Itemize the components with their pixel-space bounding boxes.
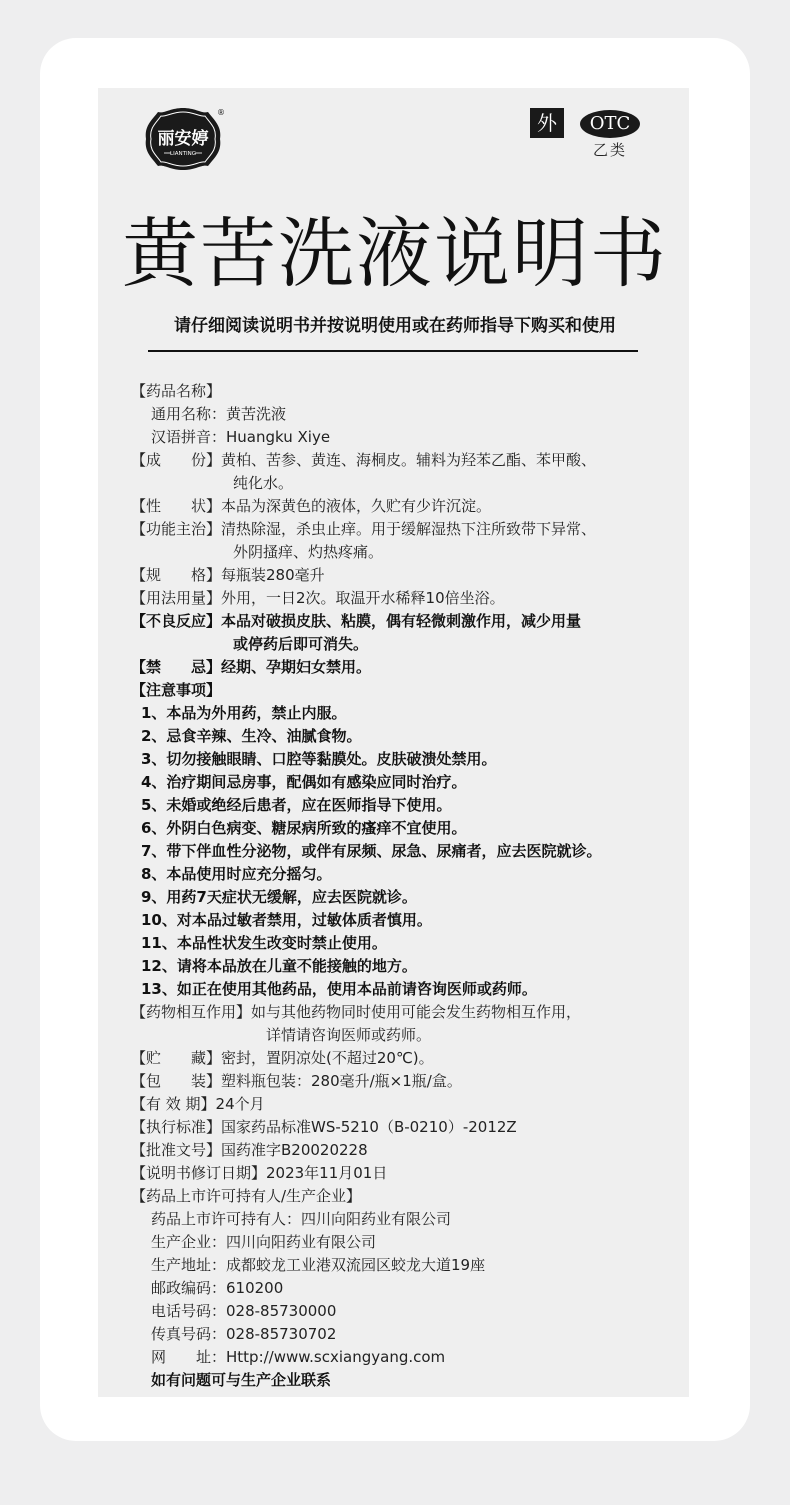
ingredients-line: 【成 份】黄柏、苦参、黄连、海桐皮。辅料为羟苯乙酯、苯甲酸、: [131, 451, 597, 469]
contraindications-line: 【禁 忌】经期、孕期妇女禁用。: [131, 658, 372, 676]
logo-reg-mark: ®: [217, 108, 225, 117]
approval-number-line: 【批准文号】国药准字B20020228: [131, 1141, 368, 1159]
fax-line: 传真号码：028-85730702: [151, 1325, 337, 1343]
otc-category-label: 乙类: [592, 141, 627, 159]
external-use-badge: 外: [530, 108, 564, 138]
drug-interactions-line: 【药物相互作用】如与其他药物同时使用可能会发生药物相互作用，: [131, 1003, 582, 1021]
precaution-item: 10、对本品过敏者禁用，过敏体质者慎用。: [141, 911, 432, 929]
precaution-item: 8、本品使用时应充分摇匀。: [141, 865, 332, 883]
drug-interactions-line-cont: 详情请咨询医师或药师。: [266, 1026, 432, 1044]
precaution-item: 11、本品性状发生改变时禁止使用。: [141, 934, 387, 952]
address-line: 生产地址：成都蛟龙工业港双流园区蛟龙大道19座: [151, 1256, 486, 1274]
indications-line-cont: 外阴搔痒、灼热疼痛。: [233, 543, 384, 561]
precaution-item: 9、用药7天症状无缓解，应去医院就诊。: [141, 888, 417, 906]
license-holder-line: 药品上市许可持有人：四川向阳药业有限公司: [151, 1210, 452, 1228]
contact-note: 如有问题可与生产企业联系: [151, 1371, 332, 1389]
ingredients-line-cont: 纯化水。: [233, 474, 294, 492]
brand-logo: [142, 106, 224, 172]
precaution-item: 13、如正在使用其他药品，使用本品前请咨询医师或药师。: [141, 980, 537, 998]
precaution-item: 4、治疗期间忌房事，配偶如有感染应同时治疗。: [141, 773, 467, 791]
precaution-item: 12、请将本品放在儿童不能接触的地方。: [141, 957, 417, 975]
shelf-life-line: 【有 效 期】24个月: [131, 1095, 265, 1113]
title-divider: [148, 350, 638, 352]
precaution-item: 2、忌食辛辣、生冷、油腻食物。: [141, 727, 362, 745]
adverse-reactions-line-cont: 或停药后即可消失。: [233, 635, 369, 653]
precaution-item: 5、未婚或绝经后患者，应在医师指导下使用。: [141, 796, 452, 814]
manufacturer-line: 生产企业：四川向阳药业有限公司: [151, 1233, 377, 1251]
precaution-item: 1、本品为外用药，禁止内服。: [141, 704, 347, 722]
properties-line: 【性 状】本品为深黄色的液体，久贮有少许沉淀。: [131, 497, 492, 515]
precaution-item: 6、外阴白色病变、糖尿病所致的瘙痒不宜使用。: [141, 819, 467, 837]
otc-badge: OTC: [580, 110, 640, 138]
pinyin-name-line: 汉语拼音：Huangku Xiye: [151, 428, 331, 446]
adverse-reactions-line: 【不良反应】本品对破损皮肤、粘膜，偶有轻微刺激作用，减少用量: [131, 612, 582, 630]
revision-date-line: 【说明书修订日期】2023年11月01日: [131, 1164, 388, 1182]
standard-line: 【执行标准】国家药品标准WS-5210（B-0210）-2012Z: [131, 1118, 517, 1136]
section-heading-drug-name: 【药品名称】: [131, 382, 222, 400]
specification-line: 【规 格】每瓶装280毫升: [131, 566, 325, 584]
dosage-line: 【用法用量】外用，一日2次。取温开水稀释10倍坐浴。: [131, 589, 505, 607]
indications-line: 【功能主治】清热除湿，杀虫止痒。用于缓解湿热下注所致带下异常、: [131, 520, 597, 538]
precaution-item: 7、带下伴血性分泌物，或伴有尿频、尿急、尿痛者，应去医院就诊。: [141, 842, 602, 860]
phone-line: 电话号码：028-85730000: [151, 1302, 337, 1320]
generic-name-line: 通用名称：黄苦洗液: [151, 405, 287, 423]
postcode-line: 邮政编码：610200: [151, 1279, 284, 1297]
logo-brand-text: 丽安婷: [157, 129, 209, 149]
storage-line: 【贮 藏】密封，置阴凉处(不超过20℃)。: [131, 1049, 434, 1067]
section-heading-manufacturer: 【药品上市许可持有人/生产企业】: [131, 1187, 362, 1205]
logo-brand-en: LIANTING: [170, 151, 196, 157]
leaflet-subtitle: 请仔细阅读说明书并按说明使用或在药师指导下购买和使用: [174, 316, 616, 336]
package-line: 【包 装】塑料瓶包装：280毫升/瓶×1瓶/盒。: [131, 1072, 462, 1090]
section-heading-precautions: 【注意事项】: [131, 681, 222, 699]
leaflet-title: 黄苦洗液说明书: [122, 209, 668, 298]
website-line: 网 址：Http://www.scxiangyang.com: [151, 1348, 446, 1366]
precaution-item: 3、切勿接触眼睛、口腔等黏膜处。皮肤破溃处禁用。: [141, 750, 497, 768]
